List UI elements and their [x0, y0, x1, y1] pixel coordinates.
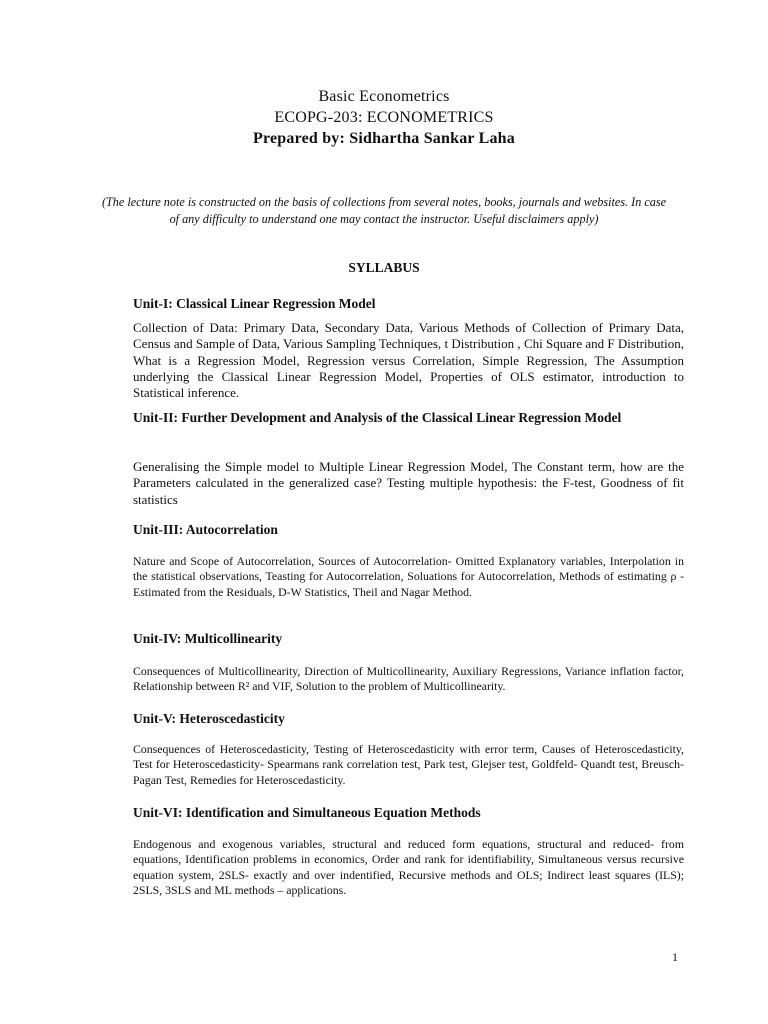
unit-6-heading: Unit-VI: Identification and Simultaneous Equation Methods [133, 805, 481, 820]
unit-1-heading: Unit-I: Classical Linear Regression Model [133, 296, 376, 311]
unit-2-heading: Unit-II: Further Development and Analysis of the Classical Linear Regression Model [133, 410, 622, 425]
unit-3-heading: Unit-III: Autocorrelation [133, 522, 278, 537]
unit-6-body: Endogenous and exogenous variables, structural and reduced form equations, structural and reduced- from equations, Identification problems in economics, Order and rank for identifiability, Simultaneous versus recursive equation system, 2SLS- exactly and over indentified, Recursive methods and OLS; Indirect least squares (ILS); 2SLS, 3SLS and ML methods – applications. [133, 837, 684, 897]
course-name: Basic Econometrics [318, 88, 450, 105]
disclaimer-note: (The lecture note is constructed on the basis of collections from several notes, books, journals and websites. In case of any difficulty to understand one may contact the instructor. Useful disclaimers apply) [101, 195, 667, 226]
unit-4-body: Consequences of Multicollinearity, Direction of Multicollinearity, Auxiliary Regressions, Variance inflation factor, Relationship between R² and VIF, Solution to the problem of Multicollinearity. [133, 664, 684, 694]
page-number: 1 [672, 950, 678, 964]
unit-3-body: Nature and Scope of Autocorrelation, Sources of Autocorrelation- Omitted Explanatory variables, Interpolation in the statistical observations, Teasting for Autocorrelation, Soluations for Autocorrelation, Methods of estimating ρ - Estimated from the Residuals, D-W Statistics, Theil and Nagar Method. [133, 554, 684, 599]
unit-4-heading: Unit-IV: Multicollinearity [133, 631, 283, 646]
prepared-by: Prepared by: Sidhartha Sankar Laha [253, 130, 515, 147]
unit-5-body: Consequences of Heteroscedasticity, Testing of Heteroscedasticity with error term, Causes of Heteroscedasticity, Test for Heteroscedasticity- Spearmans rank correlation test, Park test, Glejser test, Goldfeld- Quandt test, Breusch- Pagan Test, Remedies for Heteroscedasticity. [133, 742, 684, 787]
unit-5-heading: Unit-V: Heteroscedasticity [133, 711, 285, 726]
title-block [0, 86, 768, 149]
course-code: ECOPG-203: ECONOMETRICS [274, 109, 494, 126]
syllabus-heading: SYLLABUS [348, 260, 420, 275]
unit-1-body: Collection of Data: Primary Data, Secondary Data, Various Methods of Collection of Primary Data, Census and Sample of Data, Various Sampling Techniques, t Distribution , Chi Square and F Distribution, What is a Regression Model, Regression versus Correlation, Simple Regression, The Assumption underlying the Classical Linear Regression Model, Properties of OLS estimator, introduction to Statistical inference. [133, 320, 684, 401]
unit-2-body: Generalising the Simple model to Multiple Linear Regression Model, The Constant term, how are the Parameters calculated in the generalized case? Testing multiple hypothesis: the F-test, Goodness of fit statistics [133, 459, 684, 507]
